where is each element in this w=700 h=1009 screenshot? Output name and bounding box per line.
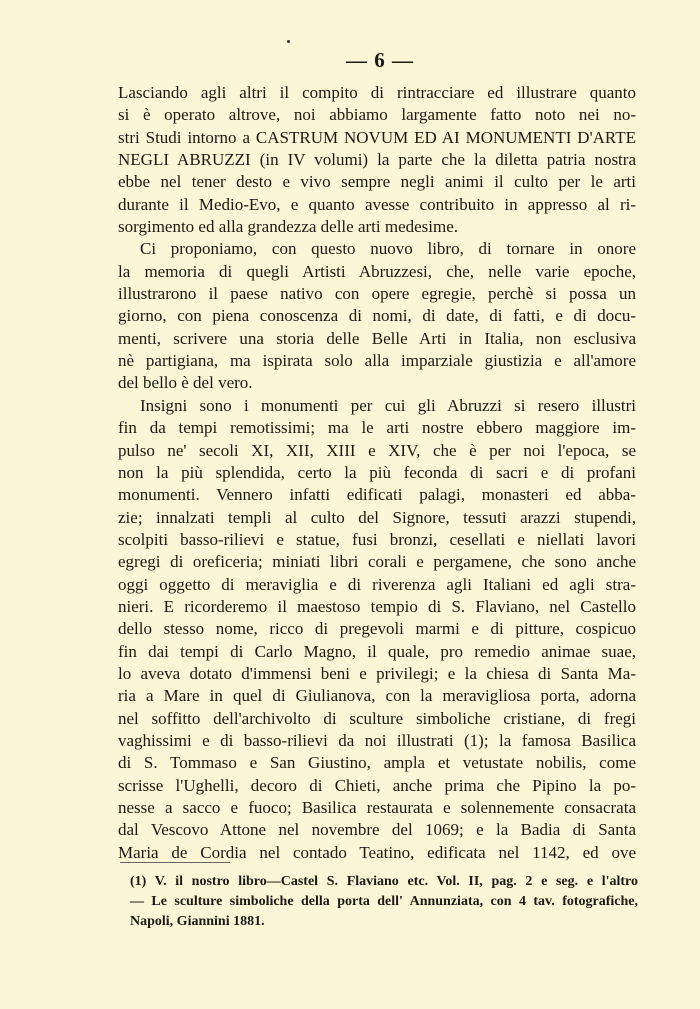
text-line: durante il Medio-Evo, e quanto avesse contribuito in appresso al ri- (118, 194, 636, 214)
text-line: giorno, con piena conoscenza di nomi, di date, di fatti, e di docu- (118, 306, 636, 326)
text-line: ria a Mare in quel di Giulianova, con la meravigliosa porta, adorna (118, 686, 636, 706)
text-line: fin dai tempi di Carlo Magno, il quale, pro remedio animae suae, (118, 641, 636, 661)
text-line: Lasciando agli altri il compito di rintracciare ed illustrare quanto (118, 83, 636, 102)
footnote-line: — Le sculture simboliche della porta dell' Annunziata, con 4 tav. fotografiche, (130, 894, 638, 909)
text-line: Ci proponiamo, con questo nuovo libro, di tornare in onore (140, 239, 636, 259)
text-line: Insigni sono i monumenti per cui gli Abruzzi si resero illustri (140, 395, 636, 415)
text-line: Maria de Cordia nel contado Teatino, edificata nel 1142, ed ove (118, 842, 636, 862)
text-line: sorgimento ed alla grandezza delle arti medesime. (118, 217, 459, 237)
text-line: monumenti. Vennero infatti edificati palagi, monasteri ed abba- (118, 485, 636, 505)
footnote-line: (1) V. il nostro libro—Castel S. Flaviano etc. Vol. II, pag. 2 e seg. e l'altro (130, 874, 638, 889)
text-line: illustrarono il paese nativo con opere egregie, perchè si possa un (118, 284, 636, 304)
text-line: la memoria di quegli Artisti Abruzzesi, che, nelle varie epoche, (118, 261, 636, 281)
text-line: si è operato altrove, noi abbiamo largamente fatto noto nei no- (118, 105, 636, 125)
text-line: scolpiti basso-rilievi e statue, fusi bronzi, cesellati e niellati lavori (118, 529, 636, 549)
footnote-divider (120, 862, 230, 863)
text-line: menti, scrivere una storia delle Belle Arti in Italia, non esclusiva (118, 328, 636, 348)
text-line: fin da tempi remotissimi; ma le arti nostre ebbero maggiore im- (118, 418, 636, 438)
body-text (118, 82, 636, 864)
ink-speck (287, 40, 290, 43)
text-line: zie; innalzati templi al culto del Signore, tessuti arazzi stupendi, (118, 507, 636, 527)
text-line: pulso ne' secoli XI, XII, XIII e XIV, che è per noi l'epoca, se (118, 440, 636, 460)
text-line: oggi oggetto di meraviglia e di riverenza agli Italiani ed agli stra- (118, 574, 636, 594)
text-line: vaghissimi e di basso-rilievi da noi illustrati (1); la famosa Basilica (118, 730, 636, 750)
text-line: nel soffitto dell'archivolto di sculture simboliche cristiane, di fregi (118, 708, 636, 728)
text-line: stri Studi intorno a CASTRUM NOVUM ED AI MONUMENTI D'ARTE (118, 127, 636, 147)
text-line: del bello è del vero. (118, 373, 253, 393)
text-line: dello stesso nome, ricco di pregevoli marmi e di pitture, cospicuo (118, 619, 636, 639)
text-line: di S. Tommaso e San Giustino, ampla et vetustate nobilis, come (118, 753, 636, 773)
text-line: egregi di oreficeria; miniati libri corali e pergamene, che sono anche (118, 552, 636, 572)
text-line: nesse a sacco e fuoco; Basilica restaurata e solennemente consacrata (118, 798, 636, 817)
text-line: nieri. E ricorderemo il maestoso tempio di S. Flaviano, nel Castello (118, 596, 636, 616)
text-line: non la più splendida, certo la più feconda di sacri e di profani (118, 462, 636, 482)
text-line: scrisse l'Ughelli, decoro di Chieti, anche prima che Pipino la po- (118, 775, 636, 795)
footnote-line: Napoli, Giannini 1881. (130, 914, 265, 929)
text-line: dal Vescovo Attone nel novembre del 1069; e la Badia di Santa (118, 820, 636, 840)
text-line: ebbe nel tener desto e vivo sempre negli animi il culto per le arti (118, 172, 636, 192)
text-line: nè partigiana, ma ispirata solo alla imparziale giustizia e all'amore (118, 351, 636, 371)
text-line: lo aveva dotato d'immensi beni e privilegi; e la chiesa di Santa Ma- (118, 663, 636, 683)
footnote (130, 872, 638, 932)
text-line: NEGLI ABRUZZI (in IV volumi) la parte che la diletta patria nostra (118, 150, 636, 170)
page-number: — 6 — (346, 48, 414, 72)
